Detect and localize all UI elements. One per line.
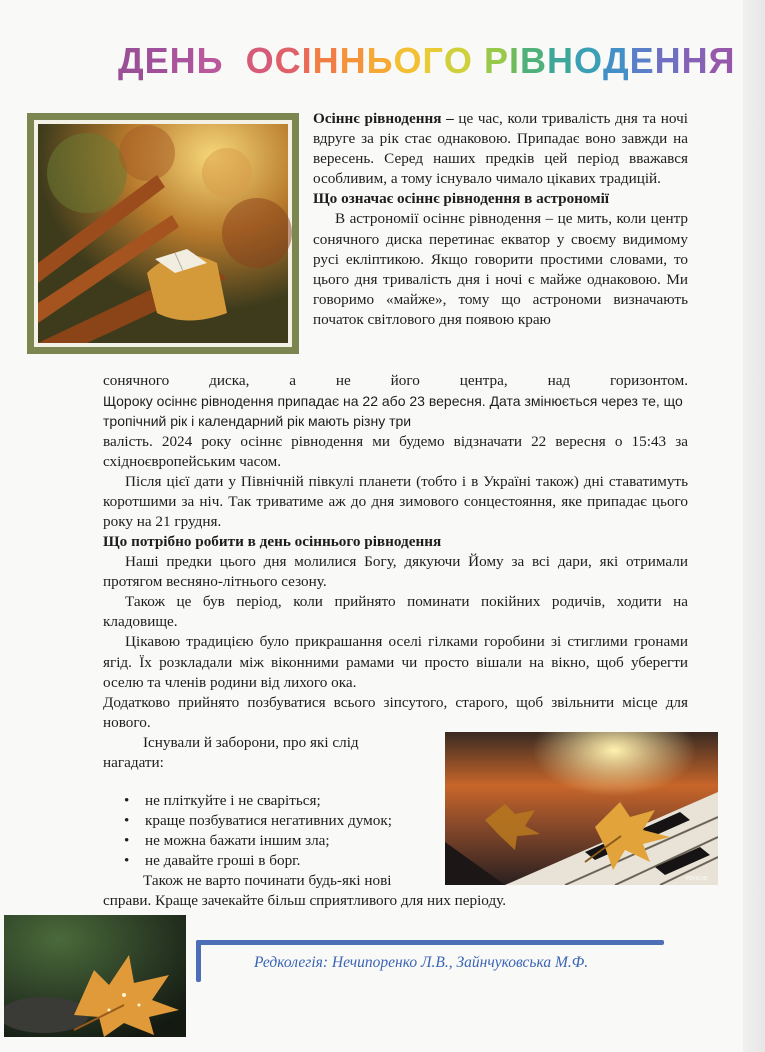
intro-text: це час, коли тривалість дня та ночі вдруге за рік стає однаковою. Припадає воно завжди на вересень. Серед наших предків цей період вважався особливим, а тому існувало чимало цікавих традицій.	[313, 110, 688, 188]
title-letter: Д	[602, 40, 630, 81]
traditions-p1: Наші предки цього дня молилися Богу, дякуючи Йому за всі дари, які отримали протягом весняно-літнього сезону.	[103, 553, 688, 591]
traditions-heading: Що потрібно робити в день осіннього рівнодення	[103, 533, 442, 550]
bench-book-photo	[27, 113, 299, 354]
title-letter: О	[393, 40, 423, 81]
ban-item: • краще позбуватися негативних думок;	[121, 811, 441, 831]
title-letter: І	[301, 40, 313, 81]
editorial-credits	[196, 940, 664, 982]
traditions-p4: Додатково прийнято позбуватися всього зіпсутого, старого, щоб звільнити місце для нового.	[103, 693, 688, 731]
title-letter: О	[245, 40, 275, 81]
ban-item: • не можна бажати іншим зла;	[121, 831, 441, 851]
outro-line2: справи. Краще зачекайте більш сприятливого для них періоду.	[103, 892, 507, 910]
title-letter: О	[443, 40, 473, 81]
traditions-p2: Також це був період, коли прийнято поминати покійних родичів, ходити на кладовище.	[103, 593, 688, 631]
photo2-watermark: VOVIO.IO	[685, 876, 708, 882]
title-letter: І	[508, 40, 520, 81]
piano-leaf-photo	[445, 732, 718, 885]
astronomy-heading: Що означає осіннє рівнодення в астрономії	[313, 190, 610, 208]
title-letter: В	[519, 40, 547, 81]
title-letter: О	[573, 40, 603, 81]
page-title	[118, 40, 758, 82]
title-letter: Н	[339, 40, 367, 81]
date-paragraph-line2: валість. 2024 року осіннє рівнодення ми будемо відзначати 22 вересня о 15:43 за східноєвропейським часом.	[103, 433, 688, 471]
astronomy-paragraph: В астрономії осіннє рівнодення – це мить, коли центр сонячного диска перетинає екватор у своєму видимому русі екліптикою. Якщо говорити простими словами, то цього дня тривалість дня і ночі є майже однаковою. Ми говоримо «майже», тому що астрономи визначають початок світлового дня появою краю	[313, 210, 688, 328]
date-paragraph	[103, 391, 688, 431]
title-letter: Н	[546, 40, 574, 81]
after-date-text: Після цієї дати у Північній півкулі планети (тобто і в Україні також) дні ставатимуть коротшими за ніч. Так триватиме аж до дня зимового сонцестояння, яке припадає цього року на 21 грудня.	[103, 473, 688, 531]
title-letter	[473, 40, 484, 82]
date-paragraph-line1: Щороку осіннє рівнодення припадає на 22 або 23 вересня. Дата змінюється через те, що тропічний рік і календарний рік мають різну три	[103, 393, 683, 429]
title-letter: Н	[654, 40, 682, 81]
traditions-p3: Цікавою традицією було прикрашання оселі гілками горобини зі стиглими гронами ягід. Їх розкладали між віконними рамами чи просто вішали на вікно, щоб уберегти оселю та членів родини від лихого ока.	[103, 633, 688, 691]
title-letter: Г	[422, 40, 444, 81]
ban-item: • не пліткуйте і не сваріться;	[121, 791, 441, 811]
traditions-section	[103, 532, 688, 733]
astronomy-paragraph-tail: сонячного диска, а не його центра, над горизонтом.	[103, 372, 688, 389]
title-letter: Р	[483, 40, 509, 81]
title-letter	[224, 40, 246, 82]
title-letter: Я	[708, 40, 736, 81]
title-letter: Е	[629, 40, 655, 81]
credit-top-rule	[196, 940, 664, 945]
after-date-paragraph	[103, 472, 688, 532]
bans-list	[121, 791, 441, 871]
title-letter: Д	[118, 40, 145, 81]
outro-line1: Також не варто починати будь-які нові	[143, 872, 392, 889]
title-letter: Е	[144, 40, 170, 81]
page-edge	[743, 0, 765, 1052]
credit-text: Редколегія: Нечипоренко Л.В., Зайнчуковська М.Ф.	[254, 954, 589, 971]
intro-term: Осіннє рівнодення –	[313, 110, 454, 127]
bans-intro	[103, 733, 403, 773]
title-letter: Н	[312, 40, 340, 81]
ban-item: • не давайте гроші в борг.	[121, 851, 441, 871]
title-letter: Ь	[366, 40, 394, 81]
title-letter: С	[274, 40, 302, 81]
title-letter: Н	[169, 40, 197, 81]
intro-paragraph	[313, 109, 688, 330]
title-letter: Н	[681, 40, 709, 81]
maple-leaf-photo	[4, 915, 186, 1037]
astronomy-paragraph-cont	[103, 371, 688, 391]
title-letter: Ь	[196, 40, 224, 81]
credit-side-rule	[196, 940, 201, 982]
bans-intro-text: Існували й заборони, про які слід нагадати:	[103, 734, 359, 772]
date-paragraph-2	[103, 432, 688, 472]
